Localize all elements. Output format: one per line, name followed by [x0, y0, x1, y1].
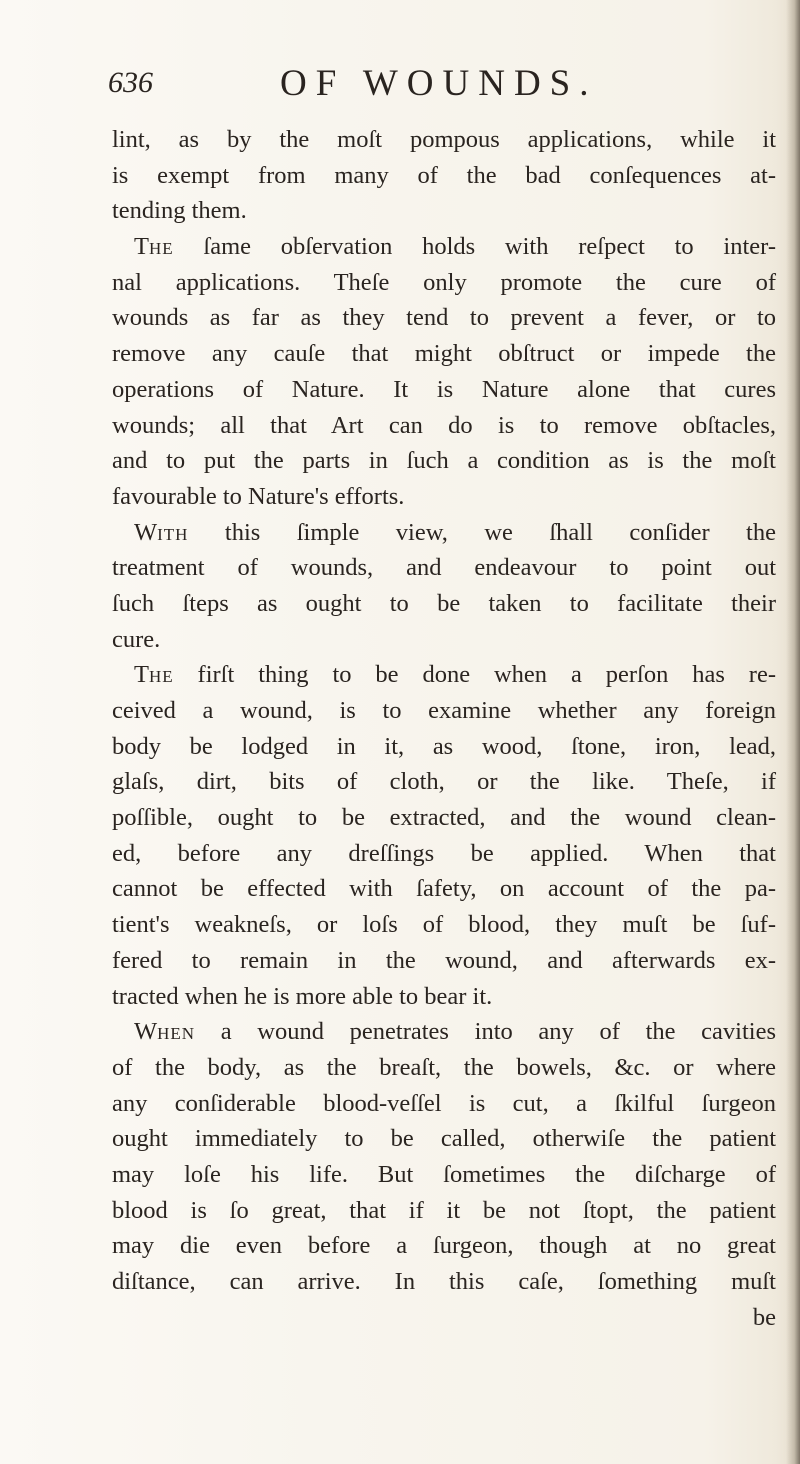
paragraph [112, 657, 776, 1014]
text-line [112, 657, 776, 693]
paragraph [112, 515, 776, 658]
page-number: 636 [108, 66, 153, 99]
text-line: remove any cauſe that might obſtruct or impede the [112, 340, 776, 368]
text-line: fered to remain in the wound, and afterwards ex- [112, 946, 776, 974]
paragraph [112, 122, 776, 229]
lead-line-text: firſt thing to be done when a perſon has re- [173, 661, 776, 689]
text-line: ſuch ſteps as ought to be taken to facilitate their [112, 589, 776, 617]
text-line: diſtance, can arrive. In this caſe, ſomething muſt [112, 1268, 776, 1295]
catchword: be [752, 1303, 776, 1331]
lead-capital: T [134, 233, 149, 261]
lead-small-caps: ITH [157, 524, 189, 544]
text-line: of the body, as the breaſt, the bowels, &c. or where [112, 1053, 776, 1081]
lead-line-text: a wound penetrates into any of the cavities [195, 1018, 776, 1046]
running-title: OF WOUNDS. [280, 63, 598, 104]
text-line: and to put the parts in ſuch a condition as is the moſt [112, 447, 776, 475]
text-line: ceived a wound, is to examine whether any foreign [112, 697, 776, 724]
text-line: tending them. [112, 197, 247, 225]
text-line: lint, as by the moſt pompous applications, while it [112, 126, 776, 153]
text-line: wounds as far as they tend to prevent a fever, or to [112, 304, 776, 332]
text-line: tient's weakneſs, or loſs of blood, they muſt be ſuf- [112, 911, 776, 939]
page-header [108, 62, 708, 110]
text-line: ed, before any dreſſings be applied. When that [112, 839, 776, 867]
text-line: blood is ſo great, that if it be not ſtopt, the patient [112, 1196, 776, 1224]
lead-capital: W [134, 518, 158, 546]
text-line: favourable to Nature's efforts. [112, 482, 405, 510]
text-line: tracted when he is more able to bear it. [112, 982, 493, 1010]
page-edge-shadow [786, 0, 800, 1464]
text-line: ought immediately to be called, otherwiſe the patient [112, 1125, 776, 1153]
text-line: is exempt from many of the bad conſequences at- [112, 161, 776, 189]
text-line: poſſible, ought to be extracted, and the wound clean- [112, 804, 776, 832]
lead-line-text: ſame obſervation holds with reſpect to inter- [173, 233, 776, 261]
text-line: may loſe his life. But ſometimes the diſcharge of [112, 1160, 776, 1188]
text-line: wounds; all that Art can do is to remove obſtacles, [112, 411, 776, 439]
text-line: cannot be effected with ſafety, on account of the pa- [112, 875, 776, 903]
text-line: operations of Nature. It is Nature alone that cures [112, 375, 776, 403]
lead-small-caps: HE [148, 667, 174, 687]
body-text [112, 122, 776, 1335]
lead-line-text: this ſimple view, we ſhall conſider the [188, 518, 776, 546]
text-line: glaſs, dirt, bits of cloth, or the like. Theſe, if [112, 768, 776, 796]
text-line [112, 515, 776, 551]
text-line: cure. [112, 625, 161, 653]
text-line: nal applications. Theſe only promote the cure of [112, 268, 776, 296]
lead-small-caps: HE [148, 239, 174, 259]
text-line: may die even before a ſurgeon, though at no great [112, 1232, 776, 1260]
paragraph [112, 1014, 776, 1300]
paragraph [112, 229, 776, 515]
text-line: any conſiderable blood-veſſel is cut, a ſkilful ſurgeon [112, 1089, 776, 1117]
text-line: body be lodged in it, as wood, ſtone, iron, lead, [112, 732, 776, 760]
lead-capital: W [134, 1018, 158, 1046]
lead-capital: T [134, 661, 149, 689]
text-line [112, 1014, 776, 1050]
text-line: treatment of wounds, and endeavour to point out [112, 554, 776, 582]
text-line [112, 229, 776, 265]
lead-small-caps: HEN [157, 1024, 196, 1044]
